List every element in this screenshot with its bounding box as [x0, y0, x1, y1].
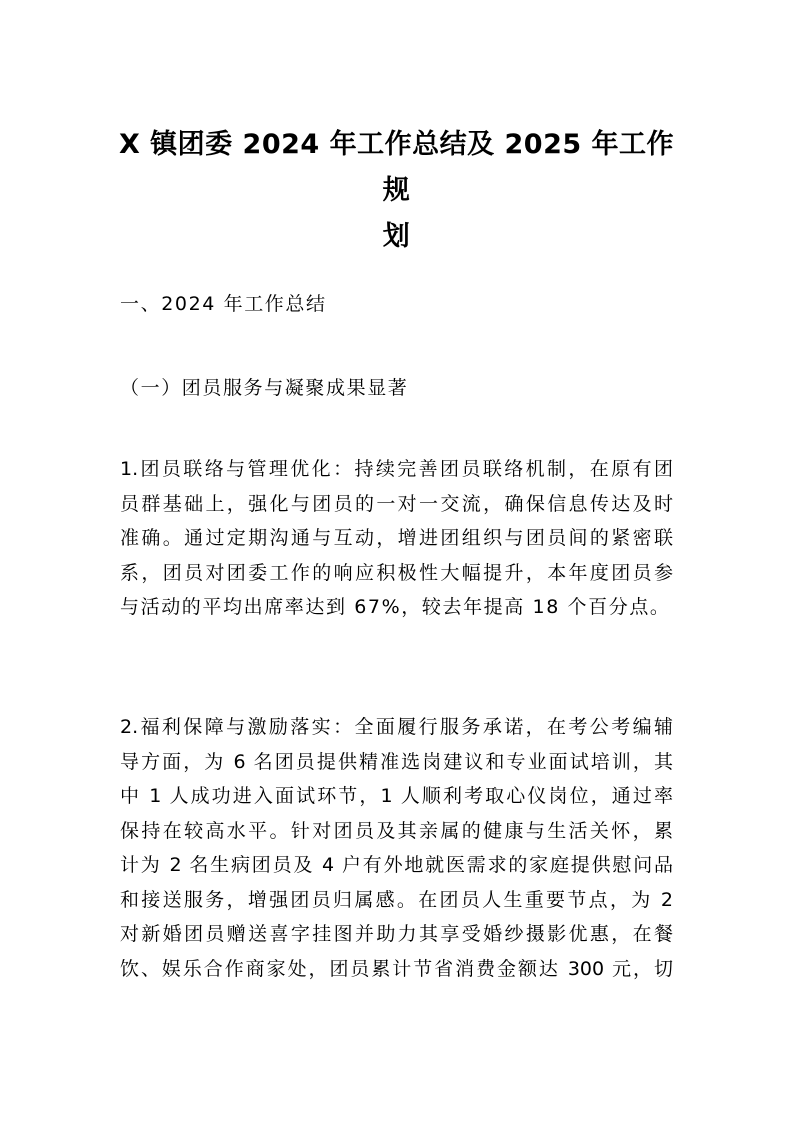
paragraph-line: 饮、娱乐合作商家处，团员累计节省消费金额达 300 元，切 [120, 957, 673, 980]
paragraph-line: 系，团员对团委工作的响应积极性大幅提升，本年度团员参 [120, 561, 673, 584]
document-title-line-1: X 镇团委 2024 年工作总结及 2025 年工作规 [118, 129, 675, 206]
section-heading: 一、2024 年工作总结 [120, 293, 327, 315]
document-title [110, 122, 683, 260]
paragraph-line: 1.团员联络与管理优化：持续完善团员联络机制，在原有团 [120, 458, 673, 480]
paragraph-line: 准确。通过定期沟通与互动，增进团组织与团员间的紧密联 [120, 527, 673, 549]
paragraph-2 [120, 710, 673, 986]
paragraph-line: 对新婚团员赠送喜字挂图并助力其享受婚纱摄影优惠，在餐 [120, 923, 673, 945]
paragraph-line: 保持在较高水平。针对团员及其亲属的健康与生活关怀，累 [120, 819, 673, 842]
paragraph-line: 中 1 人成功进入面试环节，1 人顺利考取心仪岗位，通过率 [120, 785, 673, 807]
subsection-heading: （一）团员服务与凝聚成果显著 [120, 377, 409, 399]
paragraph-line: 导方面，为 6 名团员提供精准选岗建议和专业面试培训，其 [120, 750, 673, 773]
paragraph-line: 与活动的平均出席率达到 67%，较去年提高 18 个百分点。 [120, 596, 671, 618]
paragraph-line: 员群基础上，强化与团员的一对一交流，确保信息传达及时 [120, 492, 673, 515]
document-title-line-2: 划 [382, 221, 411, 252]
paragraph-line: 和接送服务，增强团员归属感。在团员人生重要节点，为 2 [120, 888, 673, 911]
paragraph-line: 计为 2 名生病团员及 4 户有外地就医需求的家庭提供慰问品 [120, 854, 673, 876]
paragraph-line: 2.福利保障与激励落实：全面履行服务承诺，在考公考编辅 [120, 716, 673, 738]
paragraph-1 [120, 452, 673, 625]
